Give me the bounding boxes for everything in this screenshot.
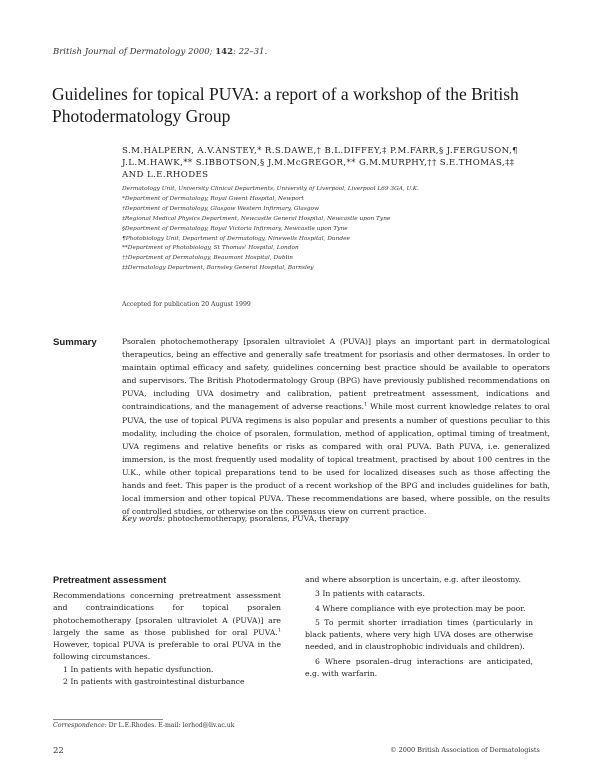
- list-item: [53, 676, 281, 688]
- affiliation: †Department of Dermatology, Glasgow Western Infirmary, Glasgow: [122, 205, 319, 212]
- item-number: 2: [63, 677, 68, 687]
- affiliation-list: [122, 185, 562, 274]
- item-number: 3: [315, 589, 320, 599]
- author-list: [122, 145, 552, 181]
- list-item: [305, 656, 533, 681]
- item-text: Where psoralen–drug interactions are anticipated, e.g. with warfarin.: [305, 656, 533, 679]
- author-line: AND L.E.RHODES: [122, 170, 209, 180]
- list-item: [305, 588, 533, 600]
- affiliation: ‡‡Dermatology Department, Barnsley General Hospital, Barnsley: [122, 265, 314, 272]
- affiliation: §Department of Dermatology, Royal Victoria Infirmary, Newcastle upon Tyne: [122, 225, 348, 232]
- copyright: © 2000 British Association of Dermatologists: [390, 746, 540, 754]
- list-item: [53, 664, 281, 676]
- affiliation: ††Department of Dermatology, Beaumont Hospital, Dublin: [122, 255, 294, 262]
- section-heading: Pretreatment assessment: [53, 575, 167, 585]
- intro-text-cont: However, topical PUVA is preferable to oral PUVA in the following circumstances.: [53, 640, 281, 662]
- intro-text: Recommendations concerning pretreatment assessment and contraindications for topical psoralen photochemotherapy [psoralen ultraviolet A (PUVA)] are largely the same as those published for oral PUVA.: [53, 591, 281, 637]
- keywords-label: Key words:: [122, 514, 166, 523]
- correspondence-label: Correspondence:: [53, 722, 107, 729]
- journal-pages: : 22–31.: [233, 47, 268, 57]
- item-number: 4: [315, 603, 320, 613]
- affiliation: **Department of Photobiology, St Thomas' Hospital, London: [122, 245, 299, 252]
- author-line: J.L.M.HAWK,** S.IBBOTSON,§ J.M.McGREGOR,** G.M.MURPHY,†† S.E.THOMAS,‡‡: [122, 158, 515, 168]
- journal-name: British Journal of Dermatology 2000;: [53, 47, 216, 57]
- journal-citation: [53, 47, 267, 57]
- column-right: [305, 574, 533, 682]
- list-item: [305, 603, 533, 615]
- keywords: [122, 514, 550, 523]
- item-text: In patients with hepatic dysfunction.: [67, 664, 214, 674]
- summary-body-cont: While most current knowledge relates to oral PUVA, the use of topical PUVA regimens is also popular and presents a number of questions peculiar to this modality, including the choice of psoralen, formulation, method of application, optimal timing of treatment, UVA regimens and relative benefits or risks as compared with oral PUVA. Bath PUVA, i.e. generalized immersion, is the most frequently used modality of topical treatment, practised by about 100 centres in the U.K., while other topical preparations tend to be used for localized diseases such as those affecting the hands and feet. This paper is the product of a recent workshop of the BPG and includes guidelines for bath, local immersion and other topical PUVA. These recommendations are based, where possible, on the results of controlled studies, or otherwise on the consensus view on current practice.: [122, 402, 551, 517]
- reference-marker: 1: [277, 627, 281, 634]
- summary-heading: Summary: [53, 337, 97, 348]
- author-line: S.M.HALPERN, A.V.ANSTEY,* R.S.DAWE,† B.L.DIFFEY,‡ P.M.FARR,§ J.FERGUSON,¶: [122, 146, 518, 156]
- journal-volume: 142: [215, 47, 233, 57]
- reference-marker: 1: [364, 401, 368, 408]
- correspondence: [53, 722, 235, 729]
- item-text: In patients with cataracts.: [319, 589, 425, 599]
- list-item-continued: and where absorption is uncertain, e.g. after ileostomy.: [305, 575, 521, 584]
- paragraph: [53, 590, 281, 664]
- keywords-list: photochemotherapy, psoralens, PUVA, therapy: [165, 514, 350, 523]
- item-number: 6: [315, 656, 320, 666]
- correspondence-text: Dr L.E.Rhodes. E-mail: lerhod@liv.ac.uk: [106, 722, 235, 729]
- item-text: To permit shorter irradiation times (particularly in black patients, where very high UVA doses are otherwise needed, and in claustrophobic individuals and children).: [305, 617, 533, 652]
- affiliation: ‡Regional Medical Physics Department, Newcastle General Hospital, Newcastle upon Tyne: [122, 215, 391, 222]
- column-left: [53, 590, 281, 688]
- affiliation: ¶Photobiology Unit, Department of Dermatology, Ninewells Hospital, Dundee: [122, 235, 350, 242]
- list-item: [305, 617, 533, 654]
- footnote-divider: [53, 719, 163, 720]
- article-title: Guidelines for topical PUVA: a report of a workshop of the British Photodermatology Group: [52, 84, 519, 126]
- summary-body: Psoralen photochemotherapy [psoralen ultraviolet A (PUVA)] plays an important part in dermatological therapeutics, being an effective and generally safe treatment for psoriasis and other dermatoses. In order to maintain optimal efficacy and safety, guidelines concerning best practice should be available to operators and supervisors. The British Photodermatology Group (BPG) have previously published recommendations on PUVA, including UVA dosimetry and calibration, patient pretreatment assessment, indications and contraindications, and the management of adverse reactions.: [122, 337, 550, 412]
- item-text: In patients with gastrointestinal disturbance: [67, 677, 245, 687]
- accepted-date: Accepted for publication 20 August 1999: [122, 301, 251, 308]
- summary-text: [122, 335, 550, 518]
- item-number: 5: [315, 617, 320, 627]
- page-number: 22: [53, 746, 64, 756]
- item-text: Where compliance with eye protection may be poor.: [319, 603, 526, 613]
- item-number: 1: [63, 664, 68, 674]
- affiliation: Dermatology Unit, University Clinical Departments, University of Liverpool, Liverpool L69 3GA, U.K.: [122, 186, 419, 192]
- affiliation: *Department of Dermatology, Royal Gwent Hospital, Newport: [122, 195, 304, 202]
